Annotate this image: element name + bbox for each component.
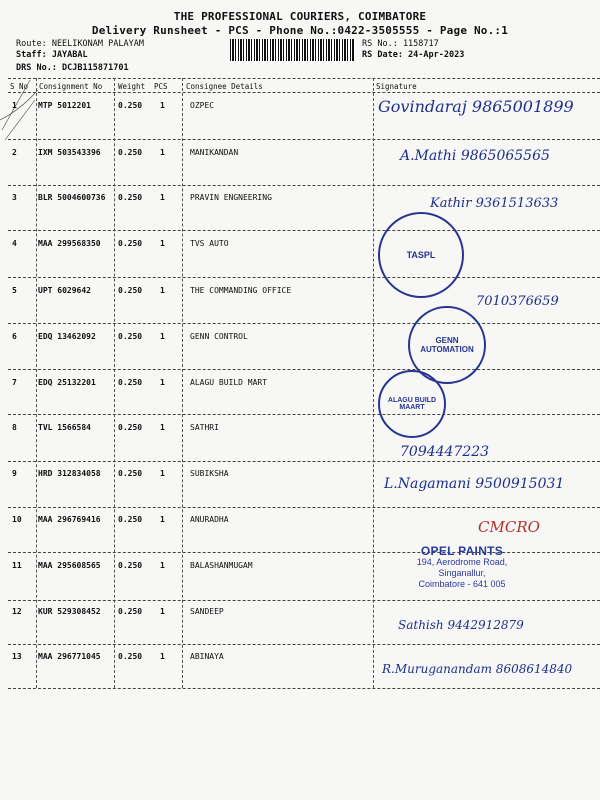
row-consignee: PRAVIN ENGNEERING (190, 193, 272, 202)
col-divider-3 (182, 78, 183, 688)
row-pcs: 1 (160, 607, 165, 616)
table-bottom-rule (8, 688, 600, 689)
row-rule (8, 507, 600, 508)
row-weight: 0.250 (118, 193, 143, 202)
row-consignee: ABINAYA (190, 652, 224, 661)
tvs-company-stamp: TASPL (378, 212, 464, 298)
row-weight: 0.250 (118, 561, 143, 570)
row-consignment: TVL 1566584 (38, 423, 91, 432)
row-rule (8, 185, 600, 186)
col-weight: Weight (118, 82, 146, 91)
row-consignee: GENN CONTROL (190, 332, 248, 341)
row-sno: 11 (12, 561, 22, 570)
row-consignee: SATHRI (190, 423, 219, 432)
row-consignment: KUR 529308452 (38, 607, 101, 616)
alagu-build-mart-stamp: ALAGU BUILD MAART (378, 370, 446, 438)
header-top-rule (8, 78, 600, 79)
rs-date: RS Date: 24-Apr-2023 (362, 50, 465, 60)
opel-paints-stamp (402, 546, 522, 590)
col-divider-1 (36, 78, 37, 688)
row-sno: 10 (12, 515, 22, 524)
row-signature: CMCRO (478, 518, 540, 536)
row-consignment: MAA 299568350 (38, 239, 101, 248)
row-consignment: MAA 295608565 (38, 561, 101, 570)
row-sno: 8 (12, 423, 17, 432)
row-pcs: 1 (160, 148, 165, 157)
row-weight: 0.250 (118, 101, 143, 110)
row-rule (8, 461, 600, 462)
opel-name: OPEL PAINTS (420, 544, 504, 558)
row-sno: 9 (12, 469, 17, 478)
row-consignee: SUBIKSHA (190, 469, 229, 478)
row-consignment: UPT 6029642 (38, 286, 91, 295)
row-pcs: 1 (160, 332, 165, 341)
row-consignment: IXM 503543396 (38, 148, 101, 157)
row-signature: L.Nagamani 9500915031 (384, 476, 565, 492)
row-rule (8, 323, 600, 324)
row-consignee: THE COMMANDING OFFICE (190, 286, 292, 295)
row-signature: Kathir 9361513633 (430, 196, 559, 211)
genn-automation-stamp: GENN AUTOMATION (408, 306, 486, 384)
row-consignee: MANIKANDAN (190, 148, 239, 157)
col-sno: S No (10, 82, 29, 91)
row-sno: 7 (12, 378, 17, 387)
company-title: THE PROFESSIONAL COURIERS, COIMBATORE (173, 10, 427, 23)
row-signature: A.Mathi 9865065565 (400, 148, 550, 164)
row-pcs: 1 (160, 239, 165, 248)
row-consignee: OZPEC (190, 101, 215, 110)
row-weight: 0.250 (118, 469, 143, 478)
row-pcs: 1 (160, 286, 165, 295)
row-rule (8, 414, 600, 415)
row-rule (8, 277, 600, 278)
opel-address-line2: Singanallur, (438, 568, 486, 578)
row-sno: 12 (12, 607, 22, 616)
row-weight: 0.250 (118, 148, 143, 157)
row-pcs: 1 (160, 469, 165, 478)
row-consignee: TVS AUTO (190, 239, 229, 248)
col-consignment: Consignment No (39, 82, 103, 91)
route-info (16, 39, 144, 74)
row-consignment: MTP 5012201 (38, 101, 91, 110)
row-consignment: EDQ 13462092 (38, 332, 96, 341)
row-consignment: MAA 296769416 (38, 515, 101, 524)
row-sno: 6 (12, 332, 17, 341)
row-signature: R.Muruganandam 8608614840 (382, 662, 573, 676)
rs-number: RS No.: 1158717 (362, 39, 439, 49)
header-bottom-rule (8, 92, 600, 93)
col-divider-4 (373, 78, 374, 688)
row-signature: 7094447223 (400, 444, 490, 460)
row-sno: 5 (12, 286, 17, 295)
row-sno: 3 (12, 193, 17, 202)
rs-info (362, 39, 464, 61)
row-weight: 0.250 (118, 286, 143, 295)
row-pcs: 1 (160, 423, 165, 432)
barcode (230, 39, 355, 61)
row-consignment: BLR 5004600736 (38, 193, 106, 202)
row-pcs: 1 (160, 193, 165, 202)
row-consignment: EDQ 25132201 (38, 378, 96, 387)
row-sno: 1 (12, 101, 17, 110)
col-divider-2 (114, 78, 115, 688)
staff: Staff: JAYABAL (16, 50, 88, 60)
row-consignee: ALAGU BUILD MART (190, 378, 268, 387)
col-signature: Signature (376, 82, 417, 91)
col-pcs: PCS (154, 82, 168, 91)
row-pcs: 1 (160, 378, 165, 387)
row-pcs: 1 (160, 561, 165, 570)
row-consignee: SANDEEP (190, 607, 224, 616)
row-signature: Govindaraj 9865001899 (378, 97, 574, 116)
row-weight: 0.250 (118, 378, 143, 387)
row-consignee: BALASHANMUGAM (190, 561, 253, 570)
runsheet-subtitle: Delivery Runsheet - PCS - Phone No.:0422-3505555 - Page No.:1 (91, 24, 509, 37)
row-consignment: MAA 296771045 (38, 652, 101, 661)
row-rule (8, 369, 600, 370)
route: Route: NEELIKONAM PALAYAM (16, 39, 144, 49)
row-sno: 4 (12, 239, 17, 248)
col-consignee: Consignee Details (186, 82, 263, 91)
row-sno: 2 (12, 148, 17, 157)
row-weight: 0.250 (118, 239, 143, 248)
row-weight: 0.250 (118, 652, 143, 661)
row-pcs: 1 (160, 101, 165, 110)
drs-number: DRS No.: DCJB115871701 (16, 63, 129, 73)
row-rule (8, 230, 600, 231)
row-rule (8, 600, 600, 601)
row-signature: Sathish 9442912879 (398, 618, 524, 632)
row-signature: 7010376659 (476, 294, 559, 309)
row-consignment: HRD 312834058 (38, 469, 101, 478)
row-rule (8, 644, 600, 645)
opel-address-line1: 194, Aerodrome Road, (416, 557, 508, 567)
row-weight: 0.250 (118, 332, 143, 341)
row-sno: 13 (12, 652, 22, 661)
opel-address-line3: Coimbatore - 641 005 (418, 579, 506, 589)
row-pcs: 1 (160, 652, 165, 661)
row-weight: 0.250 (118, 515, 143, 524)
row-weight: 0.250 (118, 607, 143, 616)
row-pcs: 1 (160, 515, 165, 524)
row-consignee: ANURADHA (190, 515, 229, 524)
row-rule (8, 139, 600, 140)
row-weight: 0.250 (118, 423, 143, 432)
